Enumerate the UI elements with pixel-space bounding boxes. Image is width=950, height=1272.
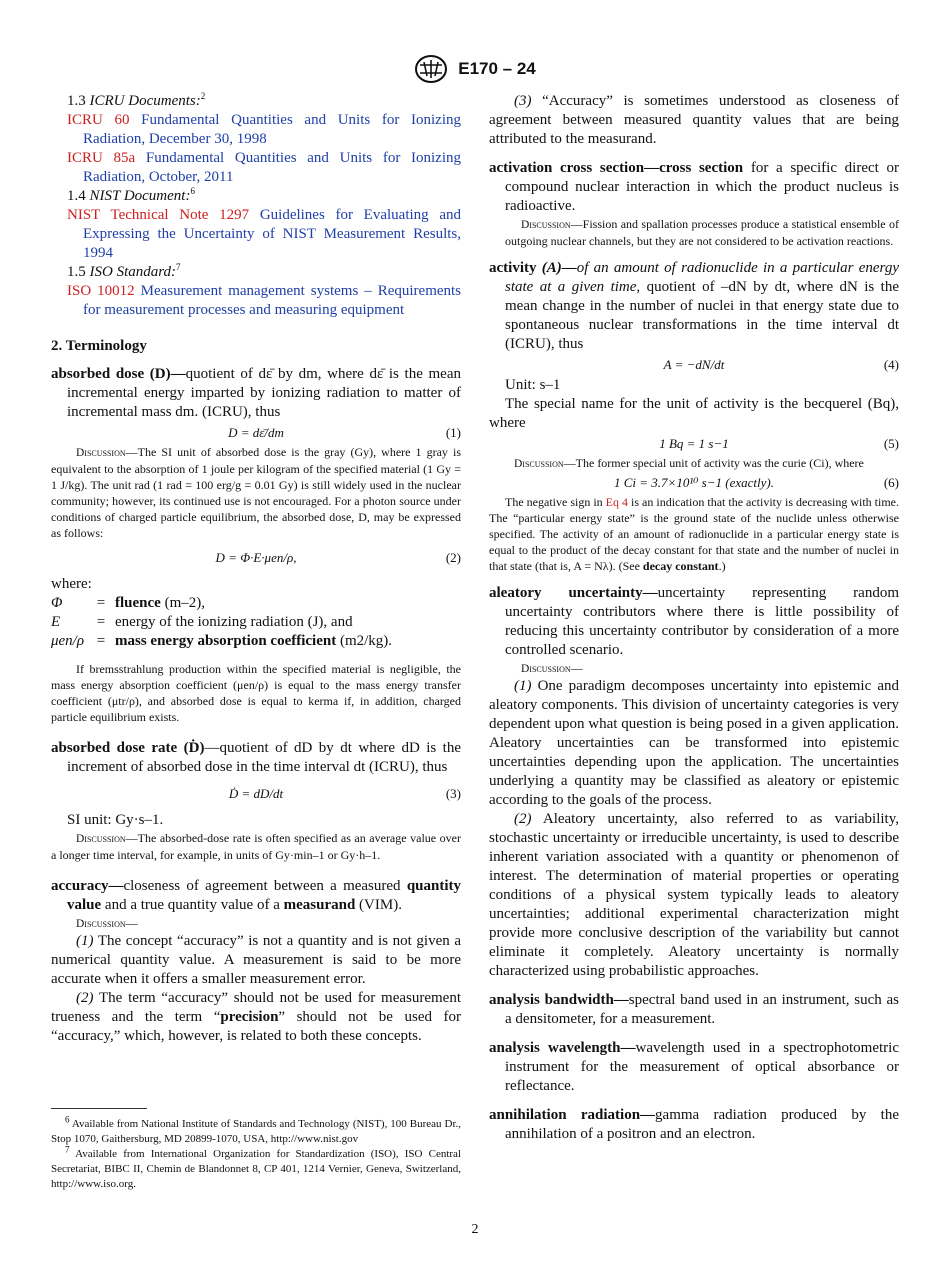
right-column <box>489 92 899 1144</box>
aleatory-discussion-label: Discussion— <box>521 661 583 675</box>
footnote-7: $^7$ Available from International Organization for Standardization (ISO), ISO Central Secretariat, BIBC II, Chemin de Blandonnet 8, CP 401, 1214 Vernier, Geneva, Switzerland, http://www.iso.org. <box>51 1144 461 1190</box>
document-id: E170 – 24 <box>458 59 536 78</box>
ref-iso-10012: ISO 10012 Measurement management systems – Requirements for measurement processes and measuring equipment <box>67 283 462 318</box>
accuracy-note-3: (3) “Accuracy” is sometimes understood as closeness of agreement between measured quantity values that are being attributed to the measurand. <box>489 93 899 147</box>
aleatory-note-2: (2) Aleatory uncertainty, also referred to as variability, stochastic uncertainty or irreducible uncertainty, is used to describe inherent variation associated with a quantity or phenomenon of interest. The determination of material properties or operating conditions of a physical system typically leads to aleatory uncertainties; additional experimental characterization might provide more conclusive description of the variability but cannot eliminate it completely. Aleatory uncertainty is normally characterized using probabilistic approaches. <box>489 811 899 979</box>
term-analysis-wavelength: analysis wavelength—wavelength used in a spectrophotometric instrument for the measurement of optical absorbance or reflectance. <box>489 1040 899 1094</box>
term-absorbed-dose: absorbed dose (D)—quotient of dε̄ by dm, where dε̄ is the mean incremental energy imparted by ionizing radiation to matter of incremental mass dm. (ICRU), thus <box>51 366 461 420</box>
term-analysis-bandwidth: analysis bandwidth—spectral band used in an instrument, such as a densitometer, for a measurement. <box>489 992 899 1027</box>
where-list <box>51 594 461 651</box>
term-accuracy: accuracy—closeness of agreement between a measured quantity value and a true quantity value of a measurand (VIM). <box>51 878 461 913</box>
si-unit: SI unit: Gy·s–1. <box>67 812 164 828</box>
term-aleatory-uncertainty: aleatory uncertainty—uncertainty representing random uncertainty contributors where there is little possibility of reducing this uncertainty contributor by consideration of a more controlled scenario. <box>489 585 899 658</box>
equation-4: A = −dN/dt (4) <box>663 357 899 372</box>
where-row-fluence: Φ = fluence (m–2), <box>51 595 205 611</box>
accuracy-note-1: (1) The concept “accuracy” is not a quantity and is not given a numerical quantity value. A measurement is said to be more accurate when it offers a smaller measurement error. <box>51 933 461 987</box>
footnote-divider <box>51 1108 147 1109</box>
term-annihilation-radiation: annihilation radiation—gamma radiation produced by the annihilation of a positron and an electron. <box>489 1107 899 1142</box>
accuracy-discussion-label: Discussion— <box>76 916 138 930</box>
where-label: where: <box>51 576 92 592</box>
absorbed-dose-rate-discussion: Discussion—The absorbed-dose rate is often specified as an average value over a longer time interval, for example, in units of Gy·min–1 or Gy·h–1. <box>51 831 461 862</box>
accuracy-note-2: (2) The term “accuracy” should not be used for measurement trueness and the term “precision” should not be used for “accuracy,” which, however, is related to both these concepts. <box>51 990 461 1044</box>
astm-logo-icon <box>414 54 448 84</box>
negative-sign-note: The negative sign in Eq 4 is an indication that the activity is decreasing with time. The “particular energy state” is the ground state of the nuclide unless otherwise specified. The activity of an amount of radionuclide in a particular energy state is equal to the product of the decay constant for that state and the number of nuclei in that state (that is, A = Nλ). (See decay constant.) <box>489 495 899 573</box>
page-number: 2 <box>471 1222 479 1237</box>
activation-cross-section-discussion: Discussion—Fission and spallation processes produce a statistical ensemble of outgoing nuclear channels, but they are not considered to be activation reactions. <box>505 217 899 248</box>
where-row-energy: E = energy of the ionizing radiation (J), and <box>51 614 353 630</box>
footnotes <box>51 1114 461 1192</box>
term-activity: activity (A)—of an amount of radionuclide in a particular energy state at a given time, quotient of –dN by dt, where dN is the mean change in the number of nuclei in that energy state due to spontaneous nuclear transformations in the time interval dt (ICRU), thus <box>489 260 899 352</box>
section-1-5: 1.5 ISO Standard:$^7$ <box>67 262 181 280</box>
equation-2: D = Φ·E·μen/ρ, (2) <box>215 550 461 565</box>
page-header <box>0 54 950 84</box>
section-1-4: 1.4 NIST Document:$^6$ <box>67 186 195 204</box>
ref-icru-60: ICRU 60 Fundamental Quantities and Units for Ionizing Radiation, December 30, 1998 <box>67 112 462 147</box>
ref-nist-1297: NIST Technical Note 1297 Guidelines for Evaluating and Expressing the Uncertainty of NIST Measurement Results, 1994 <box>67 207 462 261</box>
ref-icru-85a: ICRU 85a Fundamental Quantities and Units for Ionizing Radiation, October, 2011 <box>67 150 462 185</box>
equation-5: 1 Bq = 1 s−1 (5) <box>659 436 899 451</box>
nist-1297-link[interactable]: NIST Technical Note 1297 <box>67 207 250 223</box>
iso-10012-link[interactable]: ISO 10012 <box>67 283 135 299</box>
term-absorbed-dose-rate: absorbed dose rate (Ḋ)—quotient of dD by dt where dD is the increment of absorbed dose in the time interval dt (ICRU), thus <box>51 740 461 775</box>
left-column <box>51 92 461 1046</box>
equation-3: Ḋ = dD/dt (3) <box>228 786 461 801</box>
aleatory-note-1: (1) One paradigm decomposes uncertainty into epistemic and aleatory components. This division of uncertainty categories is very dependent upon what question is being posed in a given application. Aleatory uncertainties can be transformed into epistemic uncertainties depending upon the application. The uncertainties underlying a quantity may be classified as aleatory or epistemic according to the goals of the process. <box>489 678 899 808</box>
activity-unit: Unit: s–1 <box>505 377 561 393</box>
section-1-3: 1.3 ICRU Documents:$^2$ <box>67 91 206 109</box>
where-row-mass-energy: μen/ρ = mass energy absorption coefficient (m2/kg). <box>51 633 393 649</box>
term-activation-cross-section: activation cross section—cross section for a specific direct or compound nuclear interaction in which the product nucleus is radioactive. <box>489 160 899 214</box>
curie-discussion: Discussion—The former special unit of activity was the curie (Ci), where <box>514 456 864 470</box>
eq4-link[interactable]: Eq 4 <box>605 495 629 509</box>
absorbed-dose-discussion: Discussion—The SI unit of absorbed dose is the gray (Gy), where 1 gray is equivalent to the absorption of 1 joule per kilogram of the specified material (1 Gy = 1 J/kg). The unit rad (1 rad = 100 erg/g = 0.01 Gy) is still widely used in the nuclear community; however, its continued use is not encouraged. For a photon source under conditions of charged particle equilibrium, the absorbed dose, D, may be expressed as follows: <box>51 445 461 540</box>
equation-1: D = dε̄/dm (1) <box>228 425 461 440</box>
becquerel-text: The special name for the unit of activity is the becquerel (Bq), where <box>489 396 899 431</box>
icru-60-link[interactable]: ICRU 60 <box>67 112 130 128</box>
icru-85a-link[interactable]: ICRU 85a <box>67 150 136 166</box>
section-2-heading: 2. Terminology <box>51 338 147 354</box>
equation-6: 1 Ci = 3.7×10¹⁰ s−1 (exactly). (6) <box>614 475 899 490</box>
footnote-6: $^6$ Available from National Institute of Standards and Technology (NIST), 100 Bureau Dr., Stop 1070, Gaithersburg, MD 20899-1070, USA, http://www.nist.gov <box>51 1114 461 1145</box>
bremsstrahlung-note: If bremsstrahlung production within the specified material is negligible, the mass energy absorption coefficient (μen/ρ) is equal to the mass energy transfer coefficient (μtr/ρ), and absorbed dose is equal to kerma if, in addition, charged particle equilibrium exists. <box>51 662 461 724</box>
